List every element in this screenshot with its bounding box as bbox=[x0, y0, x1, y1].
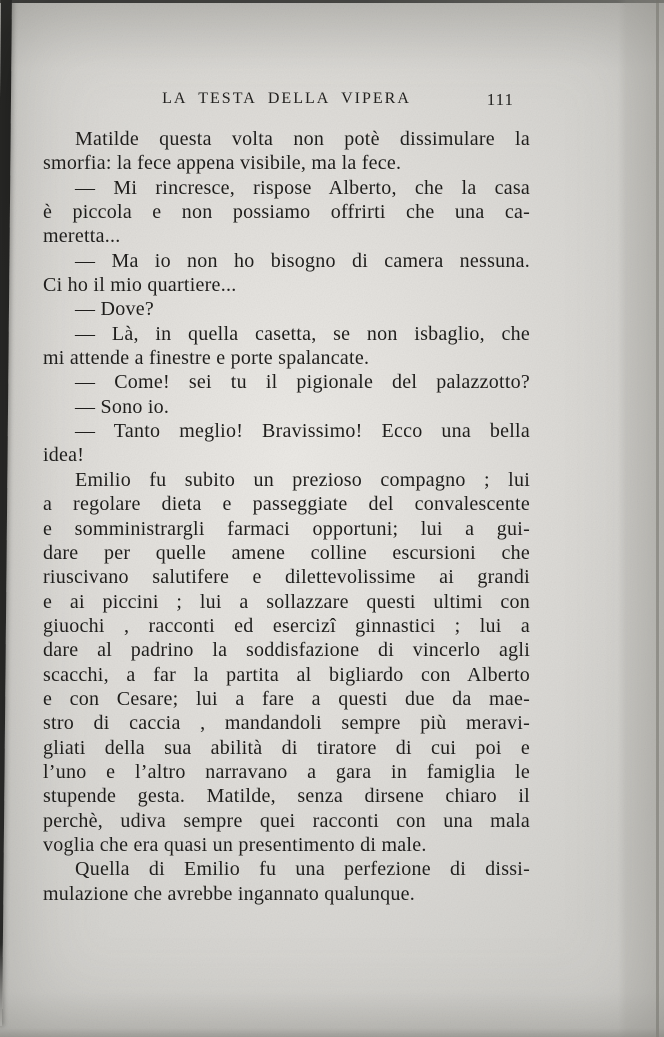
text-line: giuochi , racconti ed esercizî ginnastici ; lui a bbox=[43, 614, 530, 637]
text-line: voglia che era quasi un presentimento di male. bbox=[43, 833, 427, 856]
text-line: stupende gesta. Matilde, senza dirsene chiaro il bbox=[43, 785, 530, 808]
text-line: — Tanto meglio! Bravissimo! Ecco una bella bbox=[75, 420, 530, 443]
page-content bbox=[43, 90, 530, 906]
text-line: perchè, udiva sempre quei racconti con una mala bbox=[43, 809, 530, 832]
text-line: — Ma io non ho bisogno di camera nessuna. bbox=[75, 249, 530, 272]
text-line: — Come! sei tu il pigionale del palazzotto? bbox=[75, 371, 530, 394]
running-header bbox=[43, 90, 530, 116]
text-line: Quella di Emilio fu una perfezione di dissi- bbox=[75, 858, 530, 881]
text-line: riuscivano salutifere e dilettevolissime ai grandi bbox=[43, 566, 530, 589]
text-line: — Dove? bbox=[75, 298, 154, 321]
page-bottom-edge-shadow bbox=[0, 1028, 664, 1037]
text-line: e con Cesare; lui a fare a questi due da mae- bbox=[43, 687, 530, 710]
text-line: e ai piccini ; lui a sollazzare questi ultimi con bbox=[43, 590, 530, 613]
text-line: mi attende a finestre e porte spalancate. bbox=[43, 347, 370, 370]
text-line: — Sono io. bbox=[75, 395, 170, 418]
text-line: è piccola e non possiamo offrirti che una ca- bbox=[43, 201, 530, 224]
page-number: 111 bbox=[486, 90, 514, 109]
text-line: scacchi, a far la partita al bigliardo con Alberto bbox=[43, 663, 530, 686]
text-line: mulazione che avrebbe ingannato qualunque. bbox=[43, 882, 416, 905]
text-line: Emilio fu subito un prezioso compagno ; lui bbox=[75, 468, 530, 491]
page-top-edge-shadow bbox=[0, 0, 664, 3]
text-line: smorfia: la fece appena visibile, ma la fece. bbox=[43, 152, 402, 175]
text-line: a regolare dieta e passeggiate del convalescente bbox=[43, 493, 530, 516]
text-line: stro di caccia , mandandoli sempre più meravi- bbox=[43, 712, 530, 735]
text-line: dare per quelle amene colline escursioni che bbox=[43, 541, 530, 564]
text-line: Matilde questa volta non potè dissimulare la bbox=[75, 128, 530, 150]
body-text bbox=[43, 127, 530, 906]
text-line: e somministrargli farmaci opportuni; lui a gui- bbox=[43, 517, 530, 540]
text-line: meretta... bbox=[43, 225, 121, 248]
text-line: — Mi rincresce, rispose Alberto, che la casa bbox=[75, 176, 530, 199]
text-line: l’uno e l’altro narravano a gara in famiglia le bbox=[43, 760, 530, 783]
running-header-title: LA TESTA DELLA VIPERA bbox=[162, 90, 411, 107]
text-line: — Là, in quella casetta, se non isbaglio, che bbox=[75, 322, 530, 345]
text-line: idea! bbox=[43, 444, 85, 467]
text-line: gliati della sua abilità di tiratore di cui poi e bbox=[43, 736, 530, 759]
text-line: Ci ho il mio quartiere... bbox=[43, 274, 237, 297]
text-line: dare al padrino la soddisfazione di vincerlo agli bbox=[43, 639, 530, 662]
book-binding-shadow bbox=[0, 0, 12, 1026]
page-right-edge-line bbox=[656, 0, 659, 1037]
